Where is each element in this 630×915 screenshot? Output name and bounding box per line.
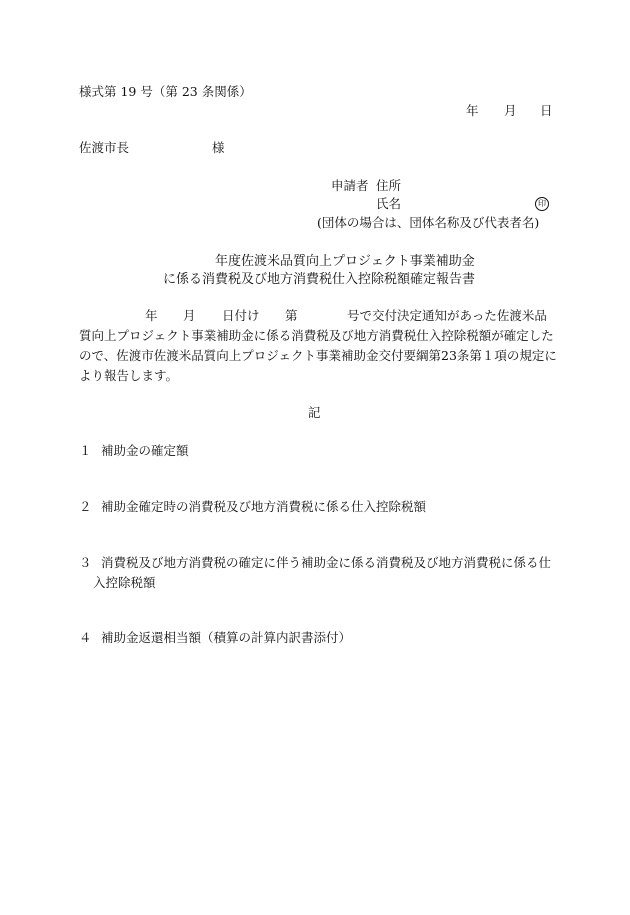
item-number: ４ <box>79 630 92 645</box>
item-text: 補助金確定時の消費税及び地方消費税に係る仕入控除税額 <box>101 499 427 514</box>
list-item <box>79 501 426 514</box>
item-number: ３ <box>79 555 92 570</box>
body-year-label: 年 <box>145 308 158 323</box>
applicant-note: (団体の場合は、団体名称及び代表者名) <box>317 215 540 230</box>
ki-heading: 記 <box>308 405 321 420</box>
date-day-label: 日 <box>540 103 553 118</box>
applicant-name-label: 氏名 <box>376 196 402 211</box>
item-text: 補助金返還相当額（積算の計算内訳書添付） <box>101 630 352 645</box>
body-line-2: 質向上プロジェクト事業補助金に係る消費税及び地方消費税仕入控除税額が確定した <box>79 328 554 343</box>
body-line-1-rest: 号で交付決定通知があった佐渡米品 <box>347 308 547 323</box>
item-number: ２ <box>79 499 92 514</box>
title-line-2: に係る消費税及び地方消費税仕入控除税額確定報告書 <box>163 272 476 287</box>
title-line-1: 年度佐渡米品質向上プロジェクト事業補助金 <box>215 254 475 269</box>
applicant-label: 申請者 <box>331 178 369 193</box>
list-item <box>79 557 551 570</box>
addressee-honorific: 様 <box>212 140 225 155</box>
form-number: 様式第 19 号（第 23 条関係） <box>79 84 252 99</box>
addressee-name: 佐渡市長 <box>79 140 130 155</box>
body-dai-label: 第 <box>285 308 298 323</box>
applicant-address-label: 住所 <box>376 178 402 193</box>
item-text: 消費税及び地方消費税の確定に伴う補助金に係る消費税及び地方消費税に係る仕 <box>101 555 552 570</box>
item-text: 補助金の確定額 <box>101 443 189 458</box>
list-item <box>79 632 351 645</box>
date-month-label: 月 <box>504 103 517 118</box>
item-number: １ <box>79 443 92 458</box>
seal-mark: 印 <box>535 197 549 211</box>
item-text-continuation: 入控除税額 <box>93 575 156 590</box>
body-line-3: ので、佐渡市佐渡米品質向上プロジェクト事業補助金交付要綱第23条第１項の規定に <box>79 348 557 363</box>
body-line-4: より報告します。 <box>79 368 179 383</box>
list-item <box>79 445 189 458</box>
body-month-label: 月 <box>183 308 196 323</box>
date-year-label: 年 <box>466 103 479 118</box>
body-dated-label: 日付け <box>222 308 260 323</box>
